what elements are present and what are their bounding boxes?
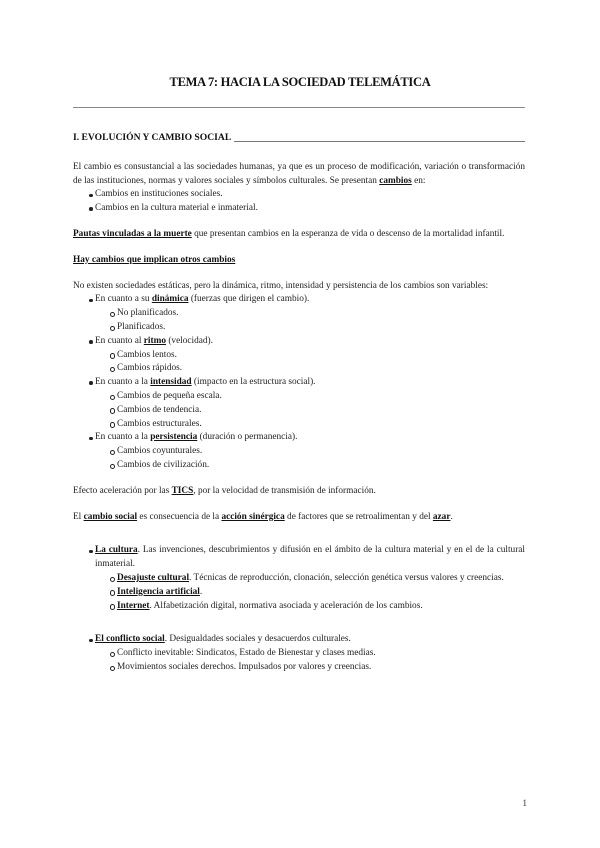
page-title: TEMA 7: HACIA LA SOCIEDAD TELEMÁTICA [169, 75, 431, 89]
sub-list [95, 445, 525, 473]
pautas-text: que presentan cambios en la esperanza de vida o descenso de la mortalidad infantil. [191, 228, 505, 239]
list-item: En cuanto a la intensidad (impacto en la estructura social). Cambios de pequeña escala. Cambios de tendencia. Cambios estructurales. [73, 376, 525, 431]
list-item: Cambios en instituciones sociales. [73, 188, 525, 202]
subheading: Hay cambios que implican otros cambios [73, 254, 236, 265]
sub-list-item: Inteligencia artificial. [95, 586, 525, 600]
sub-list [95, 349, 525, 377]
variables-text: No existen sociedades estáticas, pero la dinámica, ritmo, intensidad y persistencia de los cambios son variables: [73, 280, 489, 291]
intro-tail: en: [411, 175, 426, 186]
list-item: En cuanto a la persistencia (duración o permanencia). Cambios coyunturales. Cambios de civilización. [73, 431, 525, 472]
sub-list [95, 647, 525, 675]
variables-block [73, 280, 525, 473]
sub-list-item: Planificados. [95, 321, 525, 335]
sub-list-item: Cambios de tendencia. [95, 404, 525, 418]
sub-list-item: Desajuste cultural. Técnicas de reproducción, clonación, selección genética versus valores y creencias. [95, 572, 525, 586]
cultura-list [73, 544, 525, 613]
sub-list-item: Cambios rápidos. [95, 362, 525, 376]
variables-list [73, 293, 525, 472]
sub-list-item: Cambios lentos. [95, 349, 525, 363]
section-heading-line [234, 141, 525, 142]
cambio-paragraph: El cambio social es consecuencia de la acción sinérgica de factores que se retroalimentan y del azar. [73, 511, 453, 522]
conflicto-list [73, 633, 525, 674]
section-heading-text: I. EVOLUCIÓN Y CAMBIO SOCIAL [73, 132, 232, 143]
sub-list-item: No planificados. [95, 307, 525, 321]
sub-list [95, 390, 525, 431]
sub-list-item: Cambios de pequeña escala. [95, 390, 525, 404]
document-body [73, 131, 525, 675]
intro-list [73, 188, 525, 216]
sub-list-item: Cambios estructurales. [95, 418, 525, 432]
sub-list [95, 307, 525, 335]
list-item: Cambios en la cultura material e inmaterial. [73, 202, 525, 216]
intro-bold: cambios [379, 175, 412, 186]
list-item: El conflicto social. Desigualdades sociales y desacuerdos culturales. Conflicto inevitable: Sindicatos, Estado de Bienestar y clases medias. Movimientos sociales derechos. Impulsados por valores y creencias. [73, 633, 525, 674]
list-item: En cuanto al ritmo (velocidad). Cambios lentos. Cambios rápidos. [73, 335, 525, 376]
pautas-bold: Pautas vinculadas a la muerte [73, 228, 192, 239]
page-number: 1 [522, 799, 527, 809]
intro-paragraph [73, 161, 525, 216]
sub-list-item: Internet. Alfabetización digital, normativa asociada y aceleración de los cambios. [95, 600, 525, 614]
sub-list-item: Movimientos sociales derechos. Impulsados por valores y creencias. [95, 661, 525, 675]
pautas-paragraph [73, 228, 525, 242]
intro-text: El cambio es consustancial a las sociedades humanas, ya que es un proceso de modificación, variación o transformación de las instituciones, normas y valores sociales y símbolos culturales. Se presentan [73, 161, 525, 186]
title-divider [73, 107, 525, 108]
list-item: La cultura. Las invenciones, descubrimientos y difusión en el ámbito de la cultura material y en el de la cultural inmaterial. Desajuste cultural. Técnicas de reproducción, clonación, selección genética versus valores y creencias. Inteligencia artificial. Internet. Alfabetización digital, normativa asociada y aceleración de los cambios. [73, 544, 525, 613]
section-heading [73, 131, 525, 145]
efecto-paragraph: Efecto aceleración por las TICS, por la velocidad de transmisión de información. [73, 485, 376, 496]
sub-list-item: Conflicto inevitable: Sindicatos, Estado de Bienestar y clases medias. [95, 647, 525, 661]
sub-list-item: Cambios coyunturales. [95, 445, 525, 459]
list-item: En cuanto a su dinámica (fuerzas que dirigen el cambio). No planificados. Planificados. [73, 293, 525, 334]
sub-list-item: Cambios de civilización. [95, 459, 525, 473]
sub-list [95, 572, 525, 613]
